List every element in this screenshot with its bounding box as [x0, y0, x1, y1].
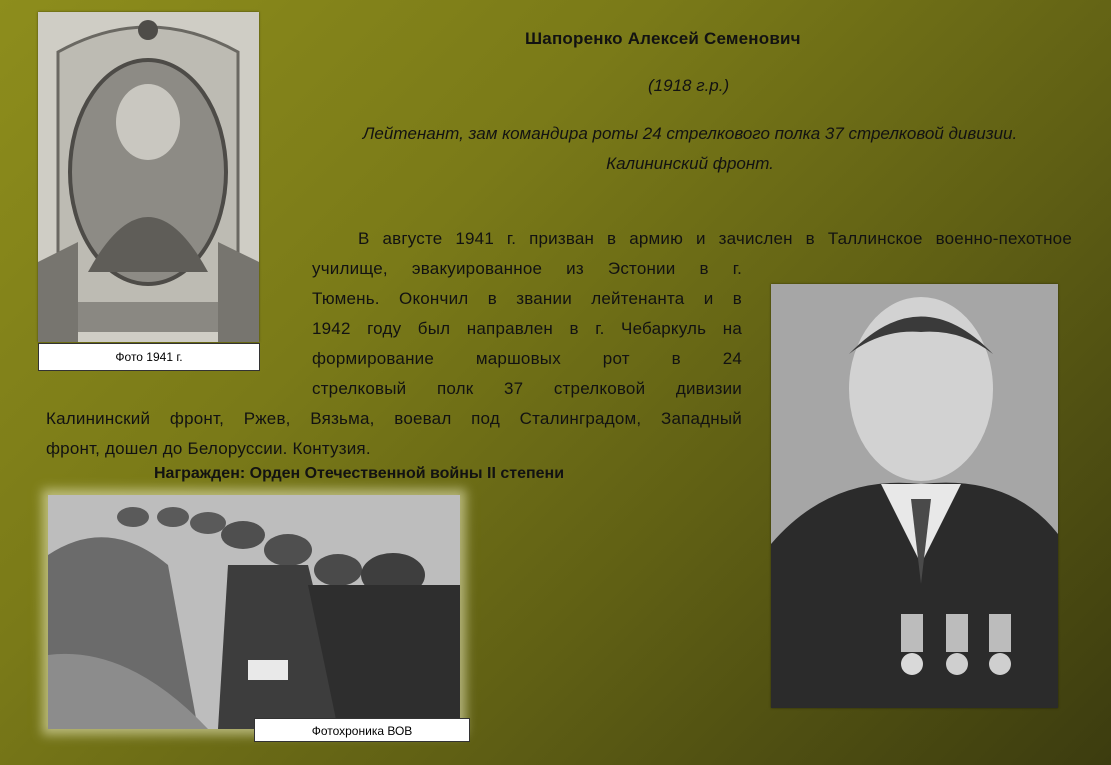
bio-line-8: фронт, дошел до Белоруссии. Контузия. [46, 439, 371, 458]
bio-line-5: формирование маршовых рот в 24 [312, 349, 742, 368]
photo-1941-image [38, 12, 259, 342]
bio-line-6: стрелковый полк 37 стрелковой дивизии [312, 379, 742, 398]
rank-line-1: Лейтенант, зам командира роты 24 стрелкового полка 37 стрелковой дивизии. [362, 124, 1018, 143]
rank-description [300, 119, 1080, 179]
bio-line-3: Тюмень. Окончил в звании лейтенанта и в [312, 289, 742, 308]
birth-year: (1918 г.р.) [648, 76, 730, 95]
bio-line-7: Калининский фронт, Ржев, Вязьма, воевал под Сталинградом, Западный [46, 409, 742, 428]
war-chronicle-photo-image [48, 495, 460, 729]
bio-line-2: училище, эвакуированное из Эстонии в г. [312, 259, 742, 278]
rank-line-2: Калининский фронт. [606, 154, 774, 173]
portrait-photo-image [771, 284, 1058, 708]
photo-1941-caption: Фото 1941 г. [38, 343, 260, 371]
bio-line-4: 1942 году был направлен в г. Чебаркуль на [312, 319, 742, 338]
award-text: Награжден: Орден Отечественной войны II степени [154, 465, 565, 482]
person-name: Шапоренко Алексей Семенович [525, 29, 801, 48]
chronicle-caption: Фотохроника ВОВ [254, 718, 470, 742]
bio-line-1: В августе 1941 г. призван в армию и зачислен в Таллинское военно-пехотное [358, 229, 1072, 248]
